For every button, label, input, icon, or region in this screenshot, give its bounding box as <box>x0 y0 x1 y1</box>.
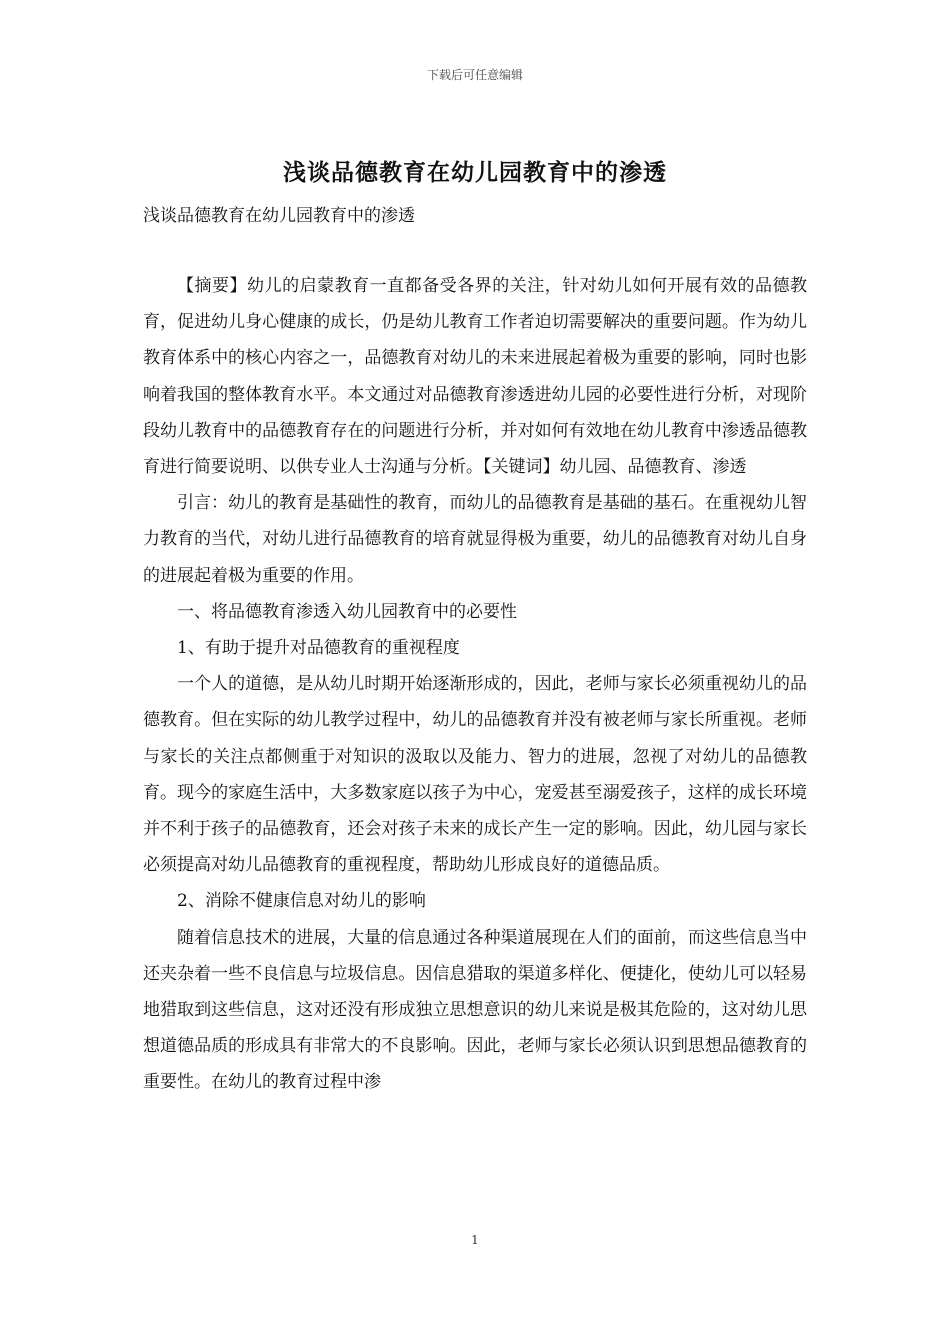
abstract-paragraph: 【摘要】幼儿的启蒙教育一直都备受各界的关注，针对幼儿如何开展有效的品德教育，促进幼儿身心健康的成长，仍是幼儿教育工作者迫切需要解决的重要问题。作为幼儿教育体系中的核心内容之一，品德教育对幼儿的未来进展起着极为重要的影响，同时也影响着我国的整体教育水平。本文通过对品德教育渗透进幼儿园的必要性进行分析，对现阶段幼儿教育中的品德教育存在的问题进行分析，并对如何有效地在幼儿教育中渗透品德教育进行简要说明、以供专业人士沟通与分析。【关键词】幼儿园、品德教育、渗透 <box>143 276 807 478</box>
body-paragraph: 随着信息技术的进展，大量的信息通过各种渠道展现在人们的面前，而这些信息当中还夹杂着一些不良信息与垃圾信息。因信息猎取的渠道多样化、便捷化，使幼儿可以轻易地猎取到这些信息，这对还没有形成独立思想意识的幼儿来说是极其危险的，这对幼儿思想道德品质的形成具有非常大的不良影响。因此，老师与家长必须认识到思想品德教育的重要性。在幼儿的教育过程中渗 <box>143 927 807 1093</box>
page-number: 1 <box>471 1233 479 1247</box>
document-title: 浅谈品德教育在幼儿园教育中的渗透 <box>283 159 667 186</box>
document-subtitle: 浅谈品德教育在幼儿园教育中的渗透 <box>143 206 415 226</box>
body-paragraph: 一个人的道德，是从幼儿时期开始逐渐形成的，因此，老师与家长必须重视幼儿的品德教育。但在实际的幼儿教学过程中，幼儿的品德教育并没有被老师与家长所重视。老师与家长的关注点都侧重于对知识的汲取以及能力、智力的进展，忽视了对幼儿的品德教育。现今的家庭生活中，大多数家庭以孩子为中心，宠爱甚至溺爱孩子，这样的成长环境并不利于孩子的品德教育，还会对孩子未来的成长产生一定的影响。因此，幼儿园与家长必须提高对幼儿品德教育的重视程度，帮助幼儿形成良好的道德品质。 <box>143 674 807 876</box>
document-body <box>143 268 807 1101</box>
subsection-heading-2: 2、消除不健康信息对幼儿的影响 <box>177 891 426 912</box>
subsection-heading-1: 1、有助于提升对品德教育的重视程度 <box>177 638 460 659</box>
header-note: 下载后可任意编辑 <box>426 68 523 82</box>
section-heading-1: 一、将品德教育渗透入幼儿园教育中的必要性 <box>177 601 517 622</box>
introduction-paragraph: 引言：幼儿的教育是基础性的教育，而幼儿的品德教育是基础的基石。在重视幼儿智力教育的当代，对幼儿进行品德教育的培育就显得极为重要，幼儿的品德教育对幼儿自身的进展起着极为重要的作用。 <box>143 493 807 586</box>
